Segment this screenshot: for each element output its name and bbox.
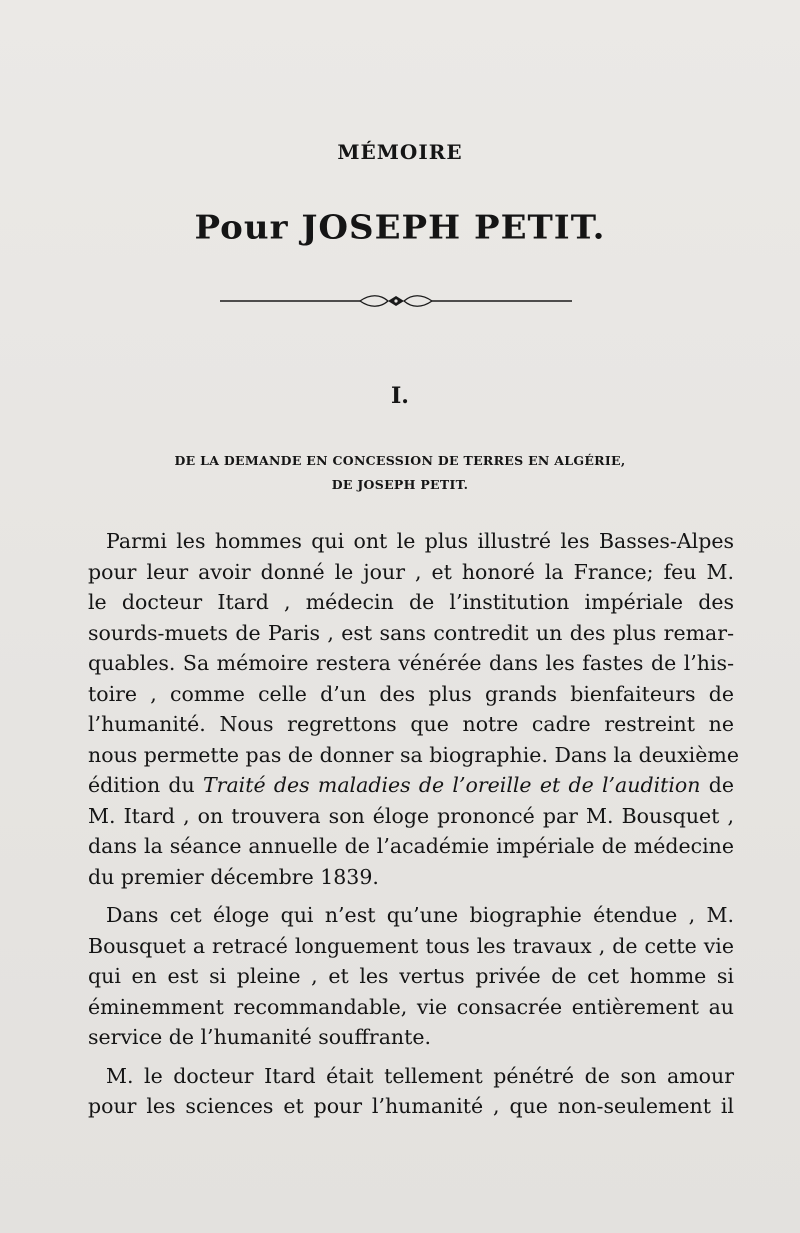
body-text xyxy=(88,526,739,1130)
text-line: Dans cet éloge qui n’est qu’une biographie étendue , M. xyxy=(106,903,734,927)
text-line: éminemment recommandable, vie consacrée entièrement au xyxy=(88,994,734,1019)
section-heading xyxy=(60,449,740,497)
page-subtitle: Pour JOSEPH PETIT. xyxy=(194,209,606,247)
section-heading-line: DE JOSEPH PETIT. xyxy=(331,477,469,492)
text-line: l’humanité. Nous regrettons que notre cadre restreint ne xyxy=(88,712,734,736)
text-segment: de xyxy=(700,773,734,797)
text-line: le docteur Itard , médecin de l’institution impériale des xyxy=(88,590,734,614)
text-line: pour les sciences et pour l’humanité , que non-seulement il xyxy=(88,1094,734,1118)
text-line xyxy=(88,770,734,801)
text-line: quables. Sa mémoire restera vénérée dans les fastes de l’his- xyxy=(88,651,734,675)
text-line: pour leur avoir donné le jour , et honoré la France; feu M. xyxy=(88,559,734,584)
text-line: M. Itard , on trouvera son éloge prononcé par M. Bousquet , xyxy=(88,803,734,828)
text-line: M. le docteur Itard était tellement pénétré de son amour xyxy=(106,1063,734,1088)
text-line: dans la séance annuelle de l’académie impériale de médecine xyxy=(88,834,734,858)
text-line: Bousquet a retracé longuement tous les travaux , de cette vie xyxy=(88,933,734,958)
section-number: I. xyxy=(391,383,409,409)
section-heading-line: DE LA DEMANDE EN CONCESSION DE TERRES EN ALGÉRIE, xyxy=(174,453,626,468)
text-segment: édition du xyxy=(88,773,203,797)
text-line: service de l’humanité souffrante. xyxy=(88,1025,432,1049)
text-line: du premier décembre 1839. xyxy=(88,864,379,889)
paragraph xyxy=(88,526,739,892)
text-line: sourds-muets de Paris , est sans contredit un des plus remar- xyxy=(88,620,734,645)
paragraph xyxy=(88,1061,734,1122)
ornamental-rule xyxy=(220,294,572,308)
text-line: toire , comme celle d’un des plus grands bienfaiteurs de xyxy=(88,681,734,706)
page-title: MÉMOIRE xyxy=(337,140,463,164)
text-line: nous permette pas de donner sa biographie. Dans la deuxième xyxy=(88,742,739,767)
text-line: qui en est si pleine , et les vertus privée de cet homme si xyxy=(88,964,734,988)
paragraph xyxy=(88,900,734,1053)
book-title: Traité des maladies de l’oreille et de l’audition xyxy=(202,773,701,797)
text-line: Parmi les hommes qui ont le plus illustré les Basses-Alpes xyxy=(106,529,734,553)
